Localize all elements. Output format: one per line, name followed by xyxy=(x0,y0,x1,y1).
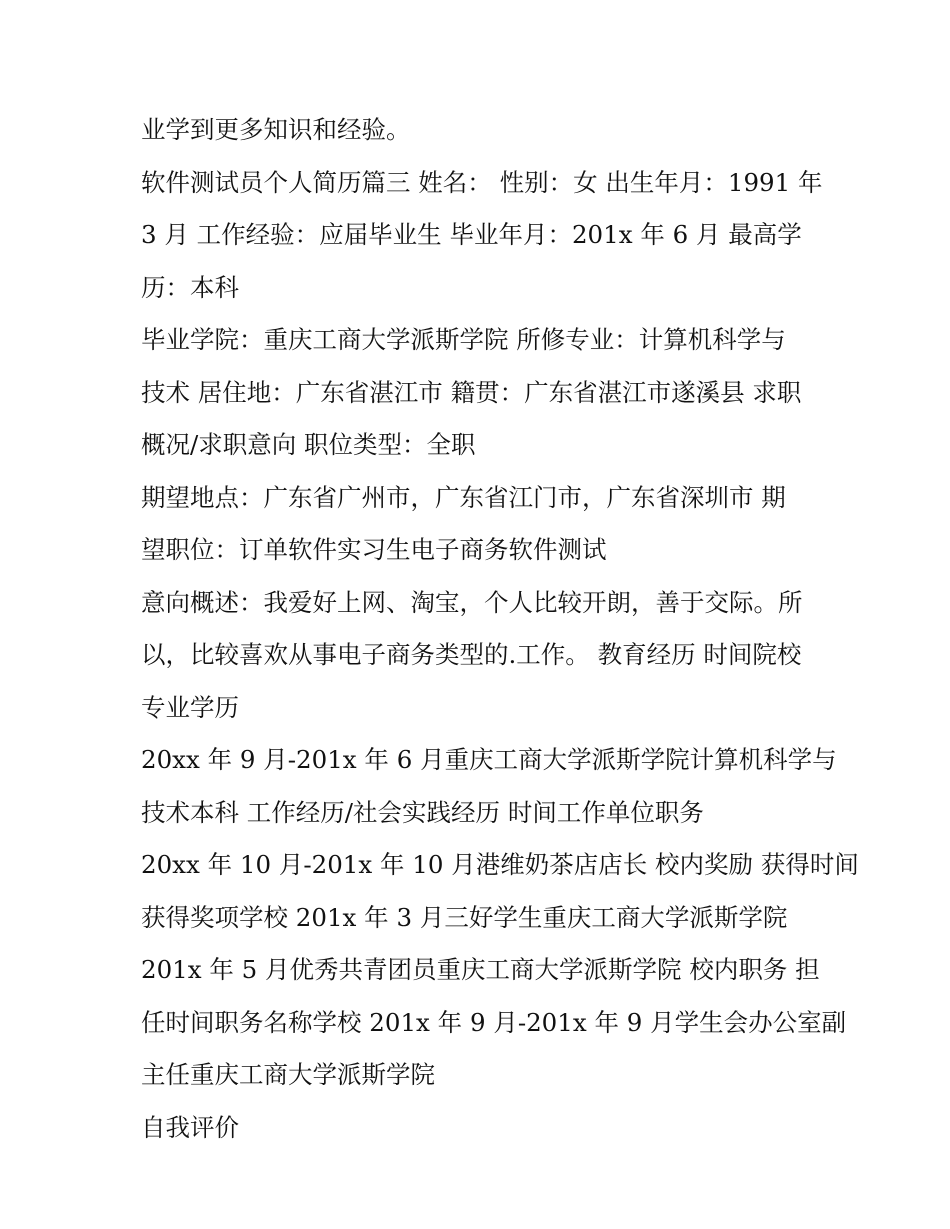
text-line: 技术 居住地：广东省湛江市 籍贯：广东省湛江市遂溪县 求职 xyxy=(141,377,802,407)
text-line: 专业学历 xyxy=(141,692,239,722)
text-line: 以，比较喜欢从事电子商务类型的.工作。 教育经历 时间院校 xyxy=(141,640,802,669)
text-line: 业学到更多知识和经验。 xyxy=(141,115,411,144)
section-heading-self-evaluation: 自我评价 xyxy=(141,1112,239,1142)
text-line: 获得奖项学校 201x 年 3 月三好学生重庆工商大学派斯学院 xyxy=(141,902,788,932)
text-line: 望职位：订单软件实习生电子商务软件测试 xyxy=(141,535,607,564)
text-line: 毕业学院：重庆工商大学派斯学院 所修专业：计算机科学与 xyxy=(141,325,786,354)
text-line: 20xx 年 9 月-201x 年 6 月重庆工商大学派斯学院计算机科学与 xyxy=(141,745,837,774)
text-line: 历：本科 xyxy=(141,272,239,302)
text-line: 技术本科 工作经历/社会实践经历 时间工作单位职务 xyxy=(141,797,704,827)
text-line: 概况/求职意向 职位类型：全职 xyxy=(141,430,476,459)
text-line: 任时间职务名称学校 201x 年 9 月-201x 年 9 月学生会办公室副 xyxy=(141,1007,847,1037)
text-line: 期望地点：广东省广州市，广东省江门市，广东省深圳市 期 xyxy=(141,482,786,512)
text-line: 201x 年 5 月优秀共青团员重庆工商大学派斯学院 校内职务 担 xyxy=(141,955,820,984)
text-line: 3 月 工作经验：应届毕业生 毕业年月：201x 年 6 月 最高学 xyxy=(141,220,802,249)
text-line: 20xx 年 10 月-201x 年 10 月港维奶茶店店长 校内奖励 获得时间 xyxy=(141,850,859,879)
document-body xyxy=(141,104,859,1154)
text-line: 软件测试员个人简历篇三 姓名： 性别：女 出生年月：1991 年 xyxy=(141,167,823,197)
text-line: 意向概述：我爱好上网、淘宝，个人比较开朗，善于交际。所 xyxy=(141,587,803,617)
text-line: 主任重庆工商大学派斯学院 xyxy=(141,1060,435,1089)
